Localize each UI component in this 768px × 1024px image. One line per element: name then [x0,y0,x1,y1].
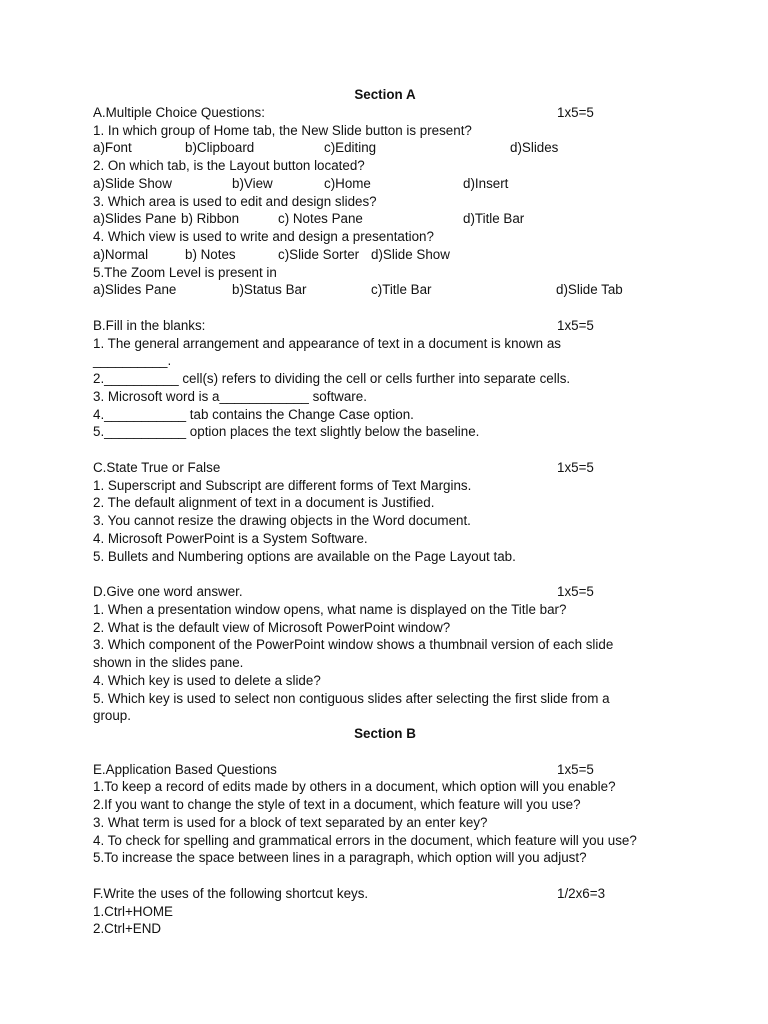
mcq-option: a)Font [93,140,132,156]
section-a-title: Section A [354,87,416,102]
app-line: 4. To check for spelling and grammatical errors in the document, which feature will you use? [93,832,637,848]
mcq-heading-row [93,104,693,122]
app-heading: E.Application Based Questions [93,761,277,777]
oneword-line: 5. Which key is used to select non contiguous slides after selecting the first slide from a [93,690,610,706]
oneword-line: shown in the slides pane. [93,655,244,670]
mcq-option: b)View [232,175,273,191]
fill-line: 3. Microsoft word is a____________ software. [93,388,367,404]
tf-marks: 1x5=5 [557,459,594,475]
app-heading-row [93,761,693,779]
shortcuts-heading: F.Write the uses of the following shortcut keys. [93,885,369,901]
mcq-question-1: 1. In which group of Home tab, the New Slide button is present? [93,122,472,138]
app-line: 1.To keep a record of edits made by others in a document, which option will you enable? [93,779,616,795]
mcq-option: c) Notes Pane [278,211,363,227]
oneword-marks: 1x5=5 [557,584,594,599]
app-line: 5.To increase the space between lines in a paragraph, which option will you adjust? [93,850,587,866]
section-b-title: Section B [354,726,416,741]
tf-line: 1. Superscript and Subscript are different forms of Text Margins. [93,477,472,493]
mcq-option: d)Title Bar [463,211,525,227]
spacer [93,743,693,761]
mcq-option: d)Insert [463,175,509,191]
spacer [93,299,693,317]
mcq-question-4: 4. Which view is used to write and design a presentation? [93,229,434,244]
app-marks: 1x5=5 [557,761,594,777]
mcq-option: a)Normal [93,246,149,262]
mcq-options-1 [93,139,693,157]
oneword-line: group. [93,708,131,724]
mcq-option: d)Slide Tab [556,282,623,298]
oneword-line: 1. When a presentation window opens, what name is displayed on the Title bar? [93,601,567,617]
mcq-heading: A.Multiple Choice Questions: [93,104,265,120]
mcq-option: d)Slide Show [371,246,450,262]
mcq-options-2 [93,175,693,193]
tf-line: 2. The default alignment of text in a document is Justified. [93,495,435,511]
app-line: 2.If you want to change the style of text in a document, which feature will you use? [93,797,581,812]
fill-line: 2.__________ cell(s) refers to dividing the cell or cells further into separate cells. [93,371,571,386]
shortcuts-heading-row [93,885,693,903]
mcq-option: c)Editing [324,140,377,156]
oneword-heading: D.Give one word answer. [93,584,243,599]
fill-line: 1. The general arrangement and appearance of text in a document is known as [93,335,561,351]
fill-marks: 1x5=5 [557,317,594,333]
mcq-options-4 [93,246,693,264]
mcq-option: b) Ribbon [181,211,240,227]
tf-line: 3. You cannot resize the drawing objects in the Word document. [93,513,471,528]
spacer [93,565,693,583]
mcq-marks: 1x5=5 [557,104,594,120]
tf-line: 5. Bullets and Numbering options are available on the Page Layout tab. [93,548,516,564]
shortcut-line: 2.Ctrl+END [93,921,162,937]
shortcuts-marks: 1/2x6=3 [557,885,606,901]
mcq-option: c)Title Bar [371,282,432,298]
app-line: 3. What term is used for a block of text separated by an enter key? [93,814,488,830]
mcq-option: a)Slides Pane [93,211,177,227]
tf-heading: C.State True or False [93,459,221,475]
mcq-option: b)Clipboard [185,140,255,156]
tf-line: 4. Microsoft PowerPoint is a System Software. [93,530,368,546]
oneword-line: 4. Which key is used to delete a slide? [93,672,321,688]
mcq-option: c)Slide Sorter [278,246,360,262]
oneword-heading-row [93,583,693,601]
mcq-option: d)Slides [510,140,559,156]
oneword-line: 2. What is the default view of Microsoft PowerPoint window? [93,619,451,635]
spacer [93,867,693,885]
fill-heading: B.Fill in the blanks: [93,317,206,333]
mcq-option: c)Home [324,175,371,191]
mcq-question-5: 5.The Zoom Level is present in [93,264,277,280]
mcq-option: a)Slides Pane [93,282,177,298]
fill-line: __________. [93,353,172,369]
mcq-option: a)Slide Show [93,175,172,191]
mcq-options-5 [93,281,693,299]
mcq-option: b)Status Bar [232,282,307,298]
mcq-question-2: 2. On which tab, is the Layout button located? [93,158,365,173]
mcq-option: b) Notes [185,246,236,262]
mcq-options-3 [93,210,693,228]
worksheet-page [93,86,693,938]
mcq-question-3: 3. Which area is used to edit and design slides? [93,193,377,209]
oneword-line: 3. Which component of the PowerPoint window shows a thumbnail version of each slide [93,637,614,653]
fill-line: 4.___________ tab contains the Change Case option. [93,406,414,422]
tf-heading-row [93,459,693,477]
fill-line: 5.___________ option places the text slightly below the baseline. [93,424,480,440]
spacer [93,441,693,459]
shortcut-line: 1.Ctrl+HOME [93,903,173,919]
fill-heading-row [93,317,693,335]
